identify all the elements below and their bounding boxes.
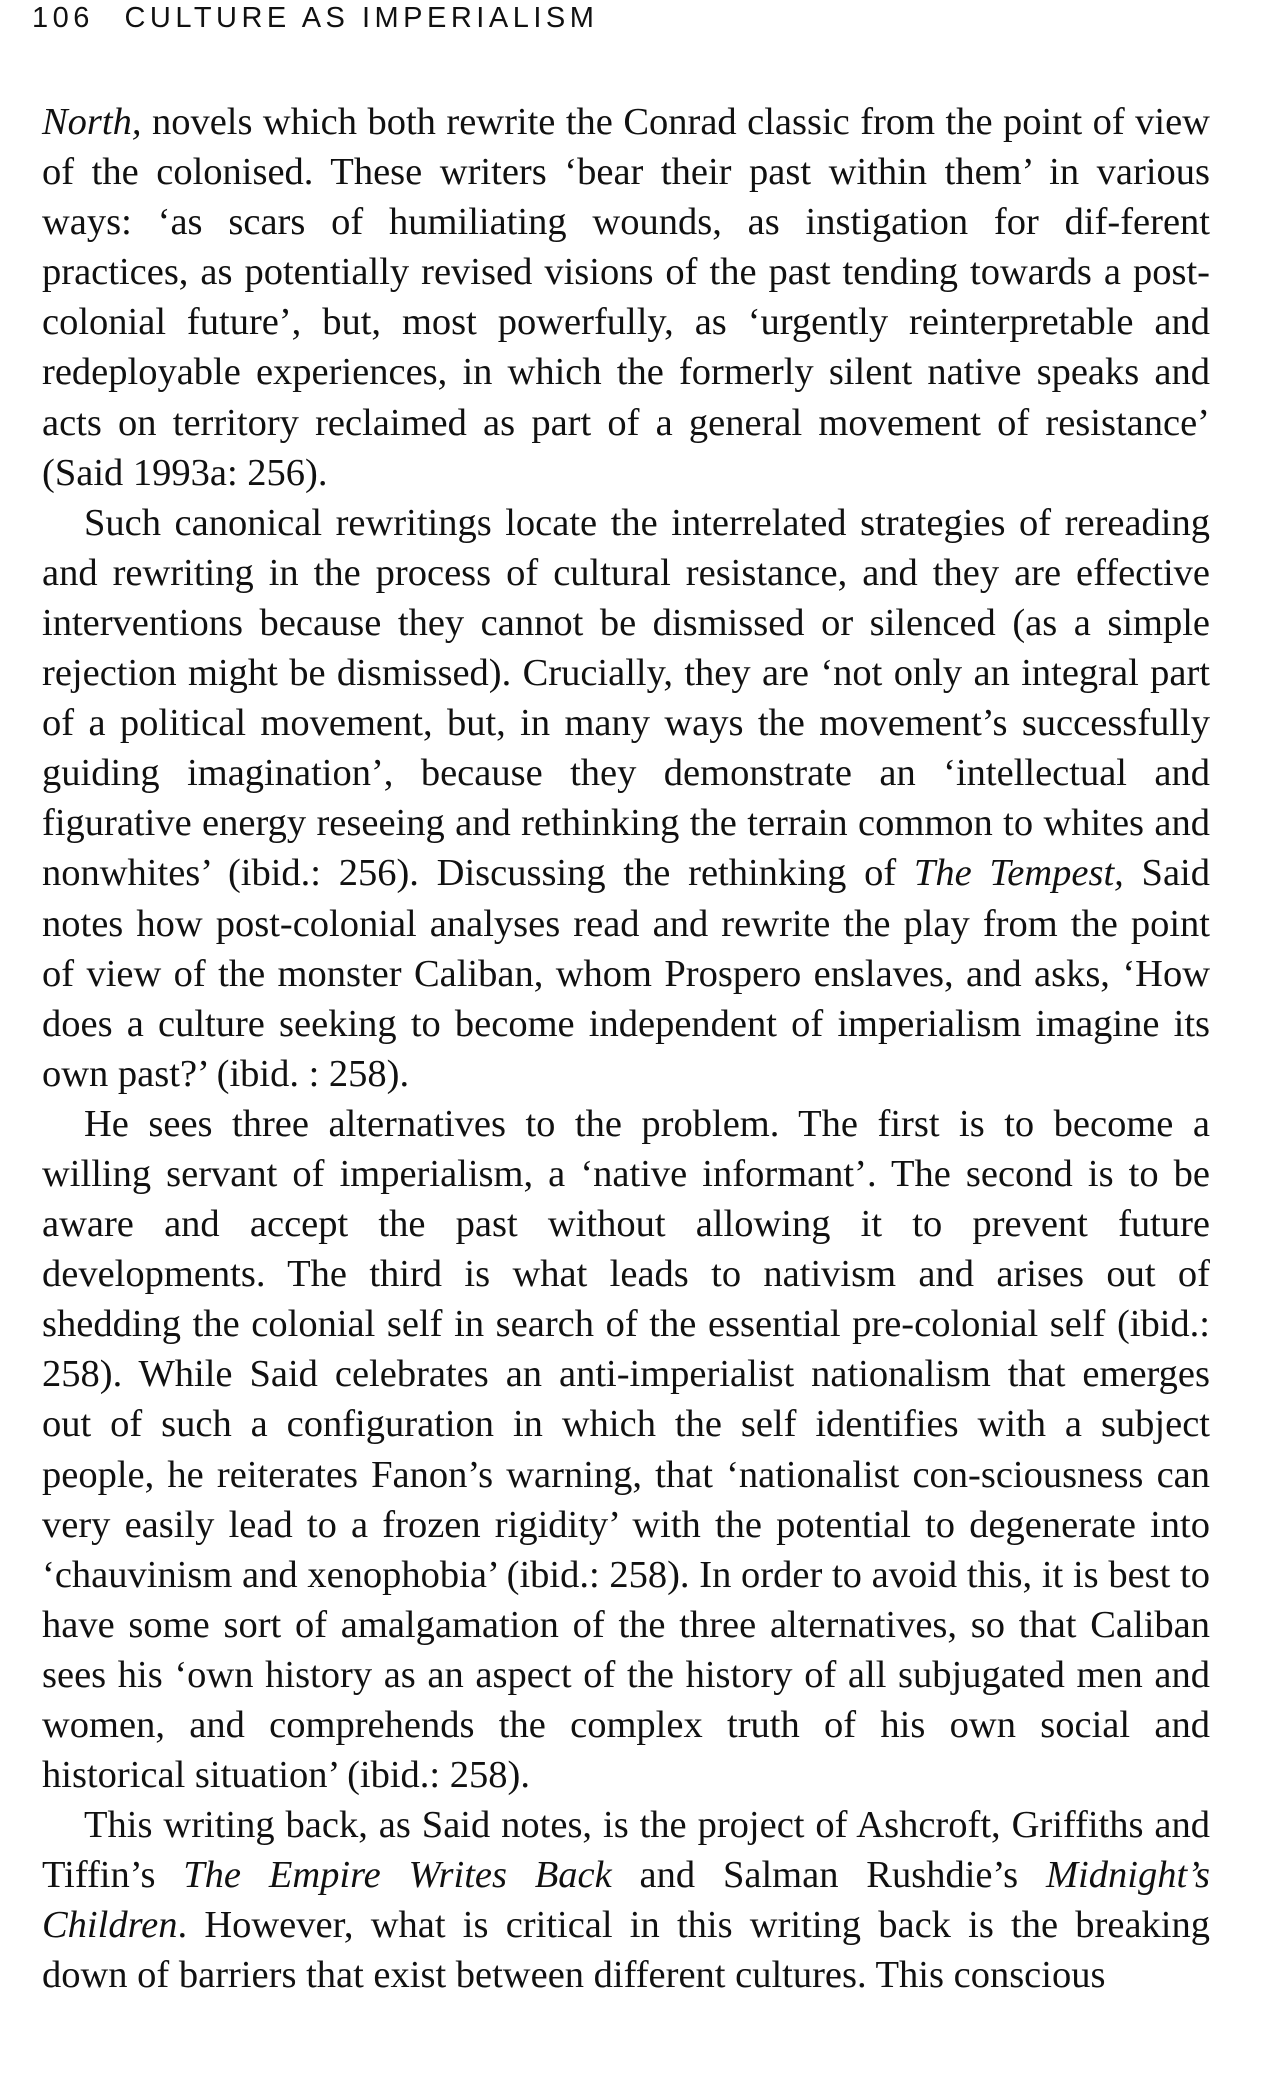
paragraph-1	[42, 97, 1210, 498]
paragraph-text: novels which both rewrite the Conrad classic from the point of view of the colonised. These writers ‘bear their past within them’ in various ways: ‘as scars of humiliating wounds, as instigation for dif-ferent practices, as potentially revised visions of the past tending towards a post-colonial future’, but, most powerfully, as ‘urgently reinterpretable and redeployable experiences, in which the formerly silent native speaks and acts on territory reclaimed as part of a general movement of resistance’ (Said 1993a: 256).	[42, 101, 1210, 494]
paragraph-text: Said notes how post-colonial analyses read and rewrite the play from the point of view of the monster Caliban, whom Prospero enslaves, and asks, ‘How does a culture seeking to become independent of imperialism imagine its own past?’ (ibid. : 258).	[42, 852, 1210, 1095]
paragraph-text: and Salman Rushdie’s	[611, 1854, 1046, 1897]
paragraph-text: This writing back, as Said notes, is the project of Ashcroft, Griffiths and Tiffin’s	[42, 1804, 1210, 1897]
book-title-italic: The Empire Writes Back	[183, 1854, 612, 1897]
paragraph-text: . However, what is critical in this writing back is the breaking down of barriers that exist between different cultures. This conscious	[42, 1904, 1210, 1997]
running-title: CULTURE AS IMPERIALISM	[124, 2, 599, 34]
paragraph-2	[42, 498, 1210, 1099]
paragraph-3	[42, 1099, 1210, 1800]
running-head	[32, 2, 598, 35]
page-number: 106	[32, 2, 94, 34]
play-title-italic: The Tempest,	[913, 852, 1124, 895]
paragraph-text: Such canonical rewritings locate the interrelated strategies of rereading and rewriting in the process of cultural resistance, and they are effective interventions because they cannot be dismissed or silenced (as a simple rejection might be dismissed). Crucially, they are ‘not only an integral part of a political movement, but, in many ways the movement’s successfully guiding imagination’, because they demonstrate an ‘intellectual and figurative energy reseeing and rethinking the terrain common to whites and nonwhites’ (ibid.: 256). Discussing the rethinking of	[42, 501, 1210, 895]
book-title-italic: Midnight’s Children	[42, 1854, 1210, 1947]
paragraph-text: He sees three alternatives to the problem. The first is to become a willing servant of imperialism, a ‘native informant’. The second is to be aware and accept the past without allowing it to prevent future developments. The third is what leads to nativism and arises out of shedding the colonial self in search of the essential pre-colonial self (ibid.: 258). While Said celebrates an anti-imperialist nationalism that emerges out of such a configuration in which the self identifies with a subject people, he reiterates Fanon’s warning, that ‘nationalist con-sciousness can very easily lead to a frozen rigidity’ with the potential to degenerate into ‘chauvinism and xenophobia’ (ibid.: 258). In order to avoid this, it is best to have some sort of amalgamation of the three alternatives, so that Caliban sees his ‘own history as an aspect of the history of all subjugated men and women, and comprehends the complex truth of his own social and historical situation’ (ibid.: 258).	[42, 1102, 1210, 1797]
paragraph-4	[42, 1800, 1210, 2000]
book-title-italic: North,	[42, 101, 142, 143]
body-text	[42, 97, 1210, 2001]
